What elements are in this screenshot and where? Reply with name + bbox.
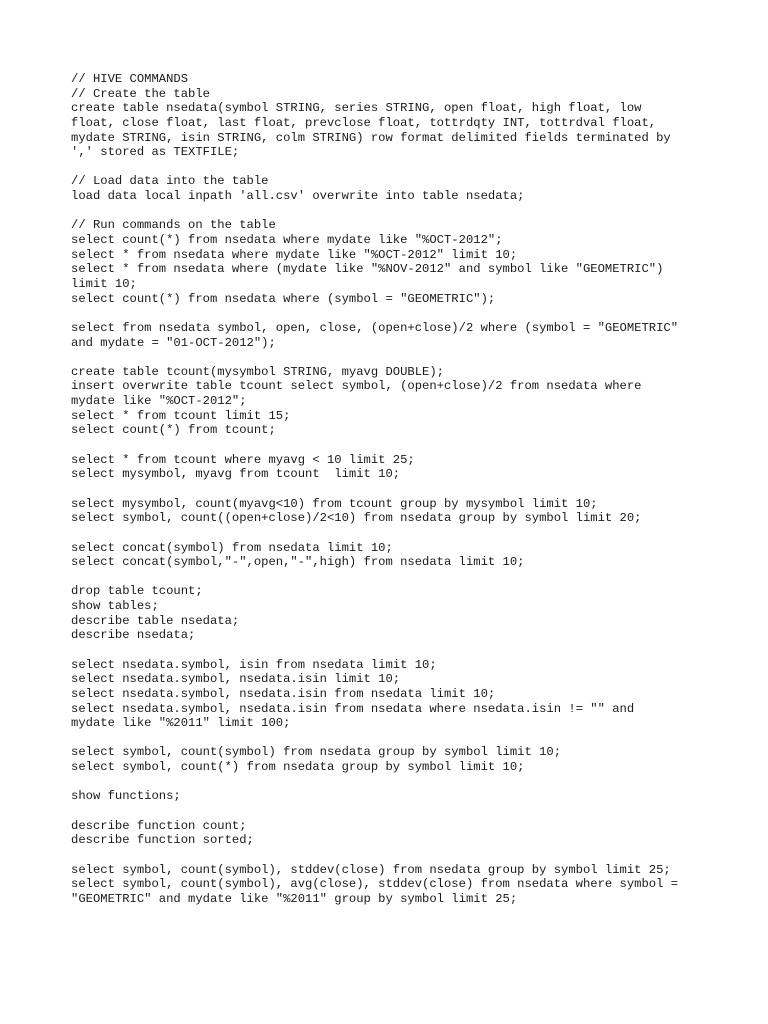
code-line: mydate STRING, isin STRING, colm STRING) row format delimited fields terminated by — [71, 130, 671, 145]
code-line: select * from tcount where myavg < 10 limit 25; — [71, 452, 415, 467]
code-line: select count(*) from nsedata where mydate like "%OCT-2012"; — [71, 233, 503, 248]
code-line: select * from nsedata where (mydate like "%NOV-2012" and symbol like "GEOMETRIC") — [71, 262, 664, 277]
code-line: select * from nsedata where mydate like "%OCT-2012" limit 10; — [71, 247, 518, 262]
code-line: select nsedata.symbol, isin from nsedata limit 10; — [71, 657, 437, 672]
code-line: describe function sorted; — [71, 833, 254, 848]
blank-line — [71, 482, 711, 497]
code-line: show functions; — [71, 789, 181, 804]
code-line: select from nsedata symbol, open, close, (open+close)/2 where (symbol = "GEOMETRIC" — [71, 320, 679, 335]
code-line: select symbol, count((open+close)/2<10) from nsedata group by symbol limit 20; — [71, 511, 642, 526]
code-line: float, close float, last float, prevclose float, tottrdqty INT, tottrdval float, — [71, 115, 657, 130]
blank-line — [71, 204, 711, 219]
code-line: create table nsedata(symbol STRING, series STRING, open float, high float, low — [71, 101, 642, 116]
code-line: // Create the table — [71, 86, 210, 101]
blank-line — [71, 731, 711, 746]
blank-line — [71, 570, 711, 585]
blank-line — [71, 643, 711, 658]
code-line: select count(*) from tcount; — [71, 423, 276, 438]
code-line: show tables; — [71, 599, 159, 614]
blank-line — [71, 526, 711, 541]
code-line: select concat(symbol) from nsedata limit 10; — [71, 540, 393, 555]
code-line: "GEOMETRIC" and mydate like "%2011" group by symbol limit 25; — [71, 891, 518, 906]
blank-line — [71, 804, 711, 819]
code-line: describe function count; — [71, 818, 247, 833]
blank-line — [71, 306, 711, 321]
code-line: describe nsedata; — [71, 628, 196, 643]
code-line: limit 10; — [71, 276, 137, 291]
blank-line — [71, 438, 711, 453]
blank-line — [71, 160, 711, 175]
code-line: and mydate = "01-OCT-2012"); — [71, 335, 276, 350]
code-line: drop table tcount; — [71, 584, 203, 599]
code-line: select symbol, count(*) from nsedata group by symbol limit 10; — [71, 760, 525, 775]
code-line: ',' stored as TEXTFILE; — [71, 145, 240, 160]
blank-line — [71, 848, 711, 863]
code-line: select mysymbol, myavg from tcount limit 10; — [71, 467, 401, 482]
code-line: mydate like "%2011" limit 100; — [71, 716, 291, 731]
code-line: select symbol, count(symbol), stddev(close) from nsedata group by symbol limit 25; — [71, 862, 671, 877]
code-line: select symbol, count(symbol) from nsedata group by symbol limit 10; — [71, 745, 562, 760]
code-line: load data local inpath 'all.csv' overwrite into table nsedata; — [71, 189, 525, 204]
code-line: describe table nsedata; — [71, 613, 240, 628]
code-line: select symbol, count(symbol), avg(close), stddev(close) from nsedata where symbol = — [71, 877, 679, 892]
code-line: select * from tcount limit 15; — [71, 408, 291, 423]
code-line: mydate like "%OCT-2012"; — [71, 394, 247, 409]
code-line: // HIVE COMMANDS — [71, 72, 189, 86]
code-line: select nsedata.symbol, nsedata.isin from nsedata limit 10; — [71, 686, 496, 701]
code-line: create table tcount(mysymbol STRING, myavg DOUBLE); — [71, 364, 444, 379]
code-line: // Load data into the table — [71, 174, 269, 189]
blank-line — [71, 350, 711, 365]
code-listing — [71, 72, 711, 907]
code-line: // Run commands on the table — [71, 218, 276, 233]
blank-line — [71, 775, 711, 790]
code-line: select count(*) from nsedata where (symbol = "GEOMETRIC"); — [71, 291, 496, 306]
code-line: select mysymbol, count(myavg<10) from tcount group by mysymbol limit 10; — [71, 496, 598, 511]
code-line: insert overwrite table tcount select symbol, (open+close)/2 from nsedata where — [71, 379, 642, 394]
code-line: select concat(symbol,"-",open,"-",high) from nsedata limit 10; — [71, 555, 525, 570]
code-line: select nsedata.symbol, nsedata.isin limit 10; — [71, 672, 401, 687]
code-line: select nsedata.symbol, nsedata.isin from nsedata where nsedata.isin != "" and — [71, 701, 635, 716]
